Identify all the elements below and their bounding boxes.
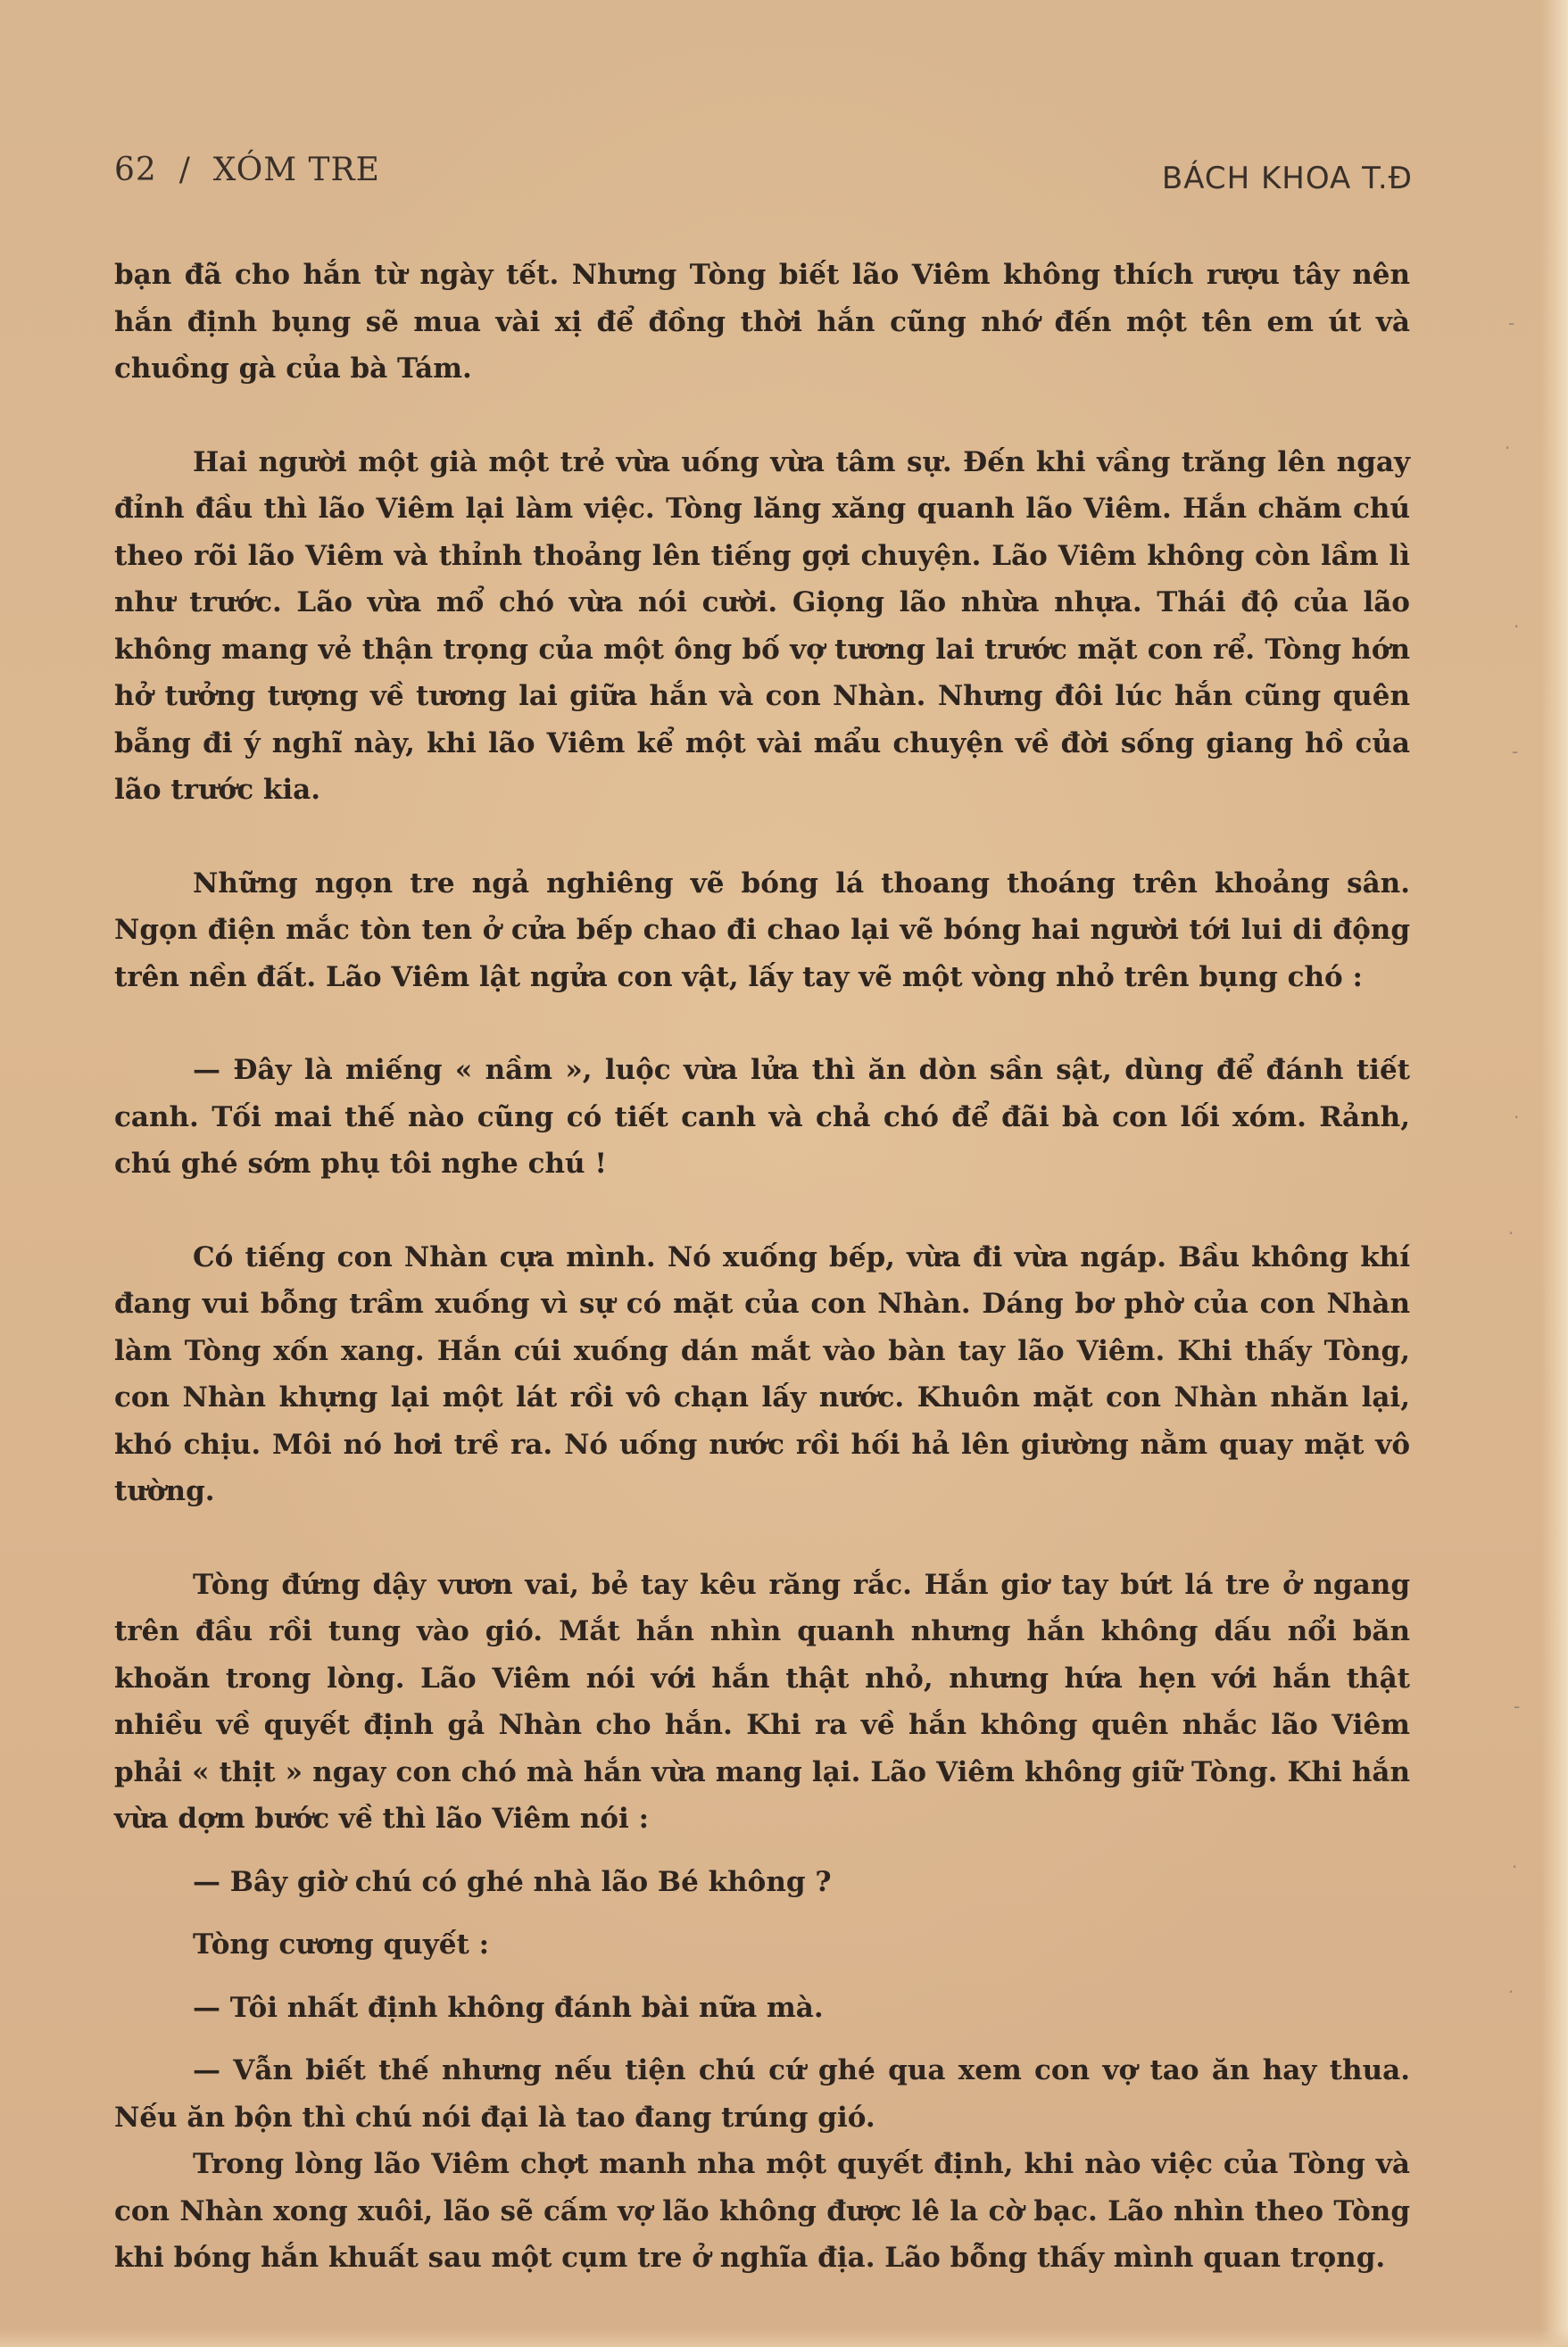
page-number-and-title: 62 / XÓM TRE [114, 152, 380, 188]
paragraph: Tòng cương quyết : [193, 1928, 490, 1961]
print-speck: · [1512, 1856, 1518, 1878]
print-speck: - [1512, 741, 1519, 762]
print-speck: - [1508, 312, 1515, 334]
paragraph: Những ngọn tre ngả nghiêng vẽ bóng lá thoang thoáng trên khoảng sân. Ngọn điện mắc tòn ten ở cửa bếp chao đi chao lại vẽ bóng hai người tới lui di động trên nền đất. Lão Viêm lật ngửa con vật, lấy tay vẽ một vòng nhỏ trên bụng chó : [114, 867, 1410, 993]
print-speck: · [1514, 616, 1520, 637]
print-speck: · [1508, 1223, 1514, 1244]
page-bottom-edge [0, 2329, 1568, 2347]
dialogue-paragraph: — Tôi nhất định không đánh bài nữa mà. [193, 1991, 824, 2024]
paragraph: Hai người một già một trẻ vừa uống vừa tâm sự. Đến khi vầng trăng lên ngay đỉnh đầu thì lão Viêm lại làm việc. Tòng lăng xăng quanh lão Viêm. Hắn chăm chú theo rõi lão Viêm và thỉnh thoảng lên tiếng gợi chuyện. Lão Viêm không còn lầm lì như trước. Lão vừa mổ chó vừa nói cười. Giọng lão nhừa nhựa. Thái độ của lão không mang vẻ thận trọng của một ông bố vợ tương lai trước mặt con rể. Tòng hớn hở tưởng tượng về tương lai giữa hắn và con Nhàn. Nhưng đôi lúc hắn cũng quên bẵng đi ý nghĩ này, khi lão Viêm kể một vài mẩu chuyện về đời sống giang hồ của lão trước kia. [114, 445, 1410, 806]
print-speck: · [1514, 1107, 1520, 1128]
dialogue-paragraph: — Đây là miếng « nầm », luộc vừa lửa thì ăn dòn sần sật, dùng để đánh tiết canh. Tối mai thế nào cũng có tiết canh và chả chó để đãi bà con lối xóm. Rảnh, chú ghé sớm phụ tôi nghe chú ! [114, 1054, 1410, 1180]
print-speck: · [1505, 437, 1511, 459]
print-speck: · [1508, 1981, 1514, 2003]
paragraph: Có tiếng con Nhàn cựa mình. Nó xuống bếp, vừa đi vừa ngáp. Bầu không khí đang vui bỗng trầm xuống vì sự có mặt của con Nhàn. Dáng bơ phờ của con Nhàn làm Tòng xốn xang. Hắn cúi xuống dán mắt vào bàn tay lão Viêm. Khi thấy Tòng, con Nhàn khựng lại một lát rồi vô chạn lấy nước. Khuôn mặt con Nhàn nhăn lại, khó chịu. Môi nó hơi trề ra. Nó uống nước rồi hối hả lên giường nằm quay mặt vô tường. [114, 1240, 1410, 1507]
paragraph: bạn đã cho hắn từ ngày tết. Nhưng Tòng biết lão Viêm không thích rượu tây nên hắn định bụng sẽ mua vài xị để đồng thời hắn cũng nhớ đến một tên em út và chuồng gà của bà Tám. [114, 259, 1410, 385]
dialogue-paragraph: — Vẫn biết thế nhưng nếu tiện chú cứ ghé qua xem con vợ tao ăn hay thua. Nếu ăn bộn thì chú nói đại là tao đang trúng gió. [114, 2054, 1410, 2134]
publication-name: BÁCH KHOA T.Đ [1161, 161, 1413, 196]
paragraph: Tòng đứng dậy vươn vai, bẻ tay kêu răng rắc. Hắn giơ tay bứt lá tre ở ngang trên đầu rồi tung vào gió. Mắt hắn nhìn quanh nhưng hắn không dấu nổi băn khoăn trong lòng. Lão Viêm nói với hắn thật nhỏ, nhưng hứa hẹn với hắn thật nhiều về quyết định gả Nhàn cho hắn. Khi ra về hắn không quên nhắc lão Viêm phải « thịt » ngay con chó mà hắn vừa mang lại. Lão Viêm không giữ Tòng. Khi hắn vừa dợm bước về thì lão Viêm nói : [114, 1568, 1410, 1835]
body-text [114, 252, 1410, 2282]
print-speck: - [1514, 1696, 1521, 1717]
paragraph: Trong lòng lão Viêm chợt manh nha một quyết định, khi nào việc của Tòng và con Nhàn xong xuôi, lão sẽ cấm vợ lão không được lê la cờ bạc. Lão nhìn theo Tòng khi bóng hắn khuất sau một cụm tre ở nghĩa địa. Lão bỗng thấy mình quan trọng. [114, 2148, 1410, 2274]
page-edge [1541, 0, 1568, 2347]
page-header [114, 152, 1413, 196]
dialogue-paragraph: — Bây giờ chú có ghé nhà lão Bé không ? [193, 1865, 832, 1898]
